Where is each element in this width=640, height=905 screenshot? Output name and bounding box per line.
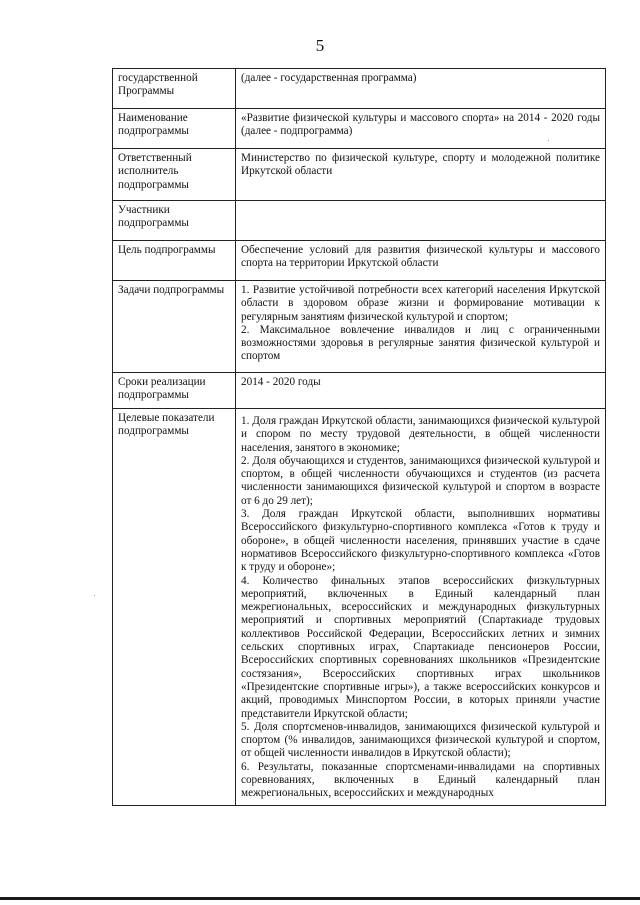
row-label: Целевые показатели подпрограммы	[113, 409, 236, 806]
table-row	[113, 409, 606, 806]
row-value-text: 1. Доля граждан Иркутской области, занимающихся физической культурой и спором по месту трудовой деятельности, в общей численности населения, занятого в экономике;	[241, 415, 600, 454]
row-label: Наименование подпрограммы	[113, 109, 236, 149]
row-label: Цель подпрограммы	[113, 241, 236, 281]
row-value	[236, 373, 606, 409]
table-row	[113, 149, 606, 201]
row-value-text: «Развитие физической культуры и массового спорта» на 2014 - 2020 годы (далее - подпрограмма)	[241, 112, 600, 138]
row-value	[236, 409, 606, 806]
row-value-text: 6. Результаты, показанные спортсменами-инвалидами на спортивных соревнованиях, включенных в Единый календарный план межрегиональных, всероссийских и международных	[241, 760, 600, 800]
row-value-text: 5. Доля спортсменов-инвалидов, занимающихся физической культурой и спортом (% инвалидов, занимающихся физической культурой и спортом, от общей численности инвалидов в Иркутской области);	[241, 720, 600, 760]
row-value	[236, 69, 606, 109]
row-label: Задачи подпрограммы	[113, 281, 236, 373]
row-label: Ответственный исполнитель подпрограммы	[113, 149, 236, 201]
scan-artifact	[548, 140, 549, 141]
row-label: Сроки реализации подпрограммы	[113, 373, 236, 409]
scan-artifact	[94, 595, 95, 596]
row-label: Участники подпрограммы	[113, 201, 236, 241]
row-value-text: 1. Развитие устойчивой потребности всех категорий населения Иркутской области в здоровом образе жизни и формирование мотивации к регулярным занятиям физической культурой и спортом;	[241, 284, 600, 323]
row-value-text: 2. Доля обучающихся и студентов, занимающихся физической культурой и спортом, в общей численности обучающихся и студентов (из расчета численности занимающихся физической культурой и спортом в возрасте от 6 до 29 лет);	[241, 454, 600, 507]
table-row	[113, 69, 606, 109]
table-row	[113, 281, 606, 373]
table-row	[113, 201, 606, 241]
scan-edge-bar	[0, 897, 640, 900]
row-value	[236, 149, 606, 201]
subprogram-passport-table	[112, 68, 606, 806]
row-value-text: 4. Количество финальных этапов всероссийских физкультурных мероприятий, включенных в Единый календарный план межрегиональных, всероссийских и международных физкультурных мероприятий и спортивных мероприятий (Спартакиаде трудовых коллективов Российской Федерации, Всероссийских летних и зимних сельских спортивных играх, Спартакиаде пенсионеров России, Всероссийских спортивных соревнованиях школьников «Президентские состязания», Всероссийских спортивных играх школьников «Президентские спортивные игры»), а также всероссийских конкурсов и акций, проводимых Минспортом России, в которых приняли участие представители Иркутской области;	[241, 574, 600, 720]
row-value-text: 3. Доля граждан Иркутской области, выполнивших нормативы Всероссийского физкультурно-спортивного комплекса «Готов к труду и обороне», в общей численности населения, принявших участие в сдаче нормативов Всероссийского физкультурно-спортивного комплекса «Готов к труду и обороне»;	[241, 508, 600, 574]
row-value-text: 2014 - 2020 годы	[241, 376, 321, 388]
row-value	[236, 201, 606, 241]
row-value-text: Министерство по физической культуре, спорту и молодежной политике Иркутской области	[241, 152, 600, 178]
row-value-text: (далее - государственная программа)	[241, 72, 417, 84]
row-value	[236, 241, 606, 281]
row-value	[236, 281, 606, 373]
page-number: 5	[315, 36, 325, 55]
table-row	[113, 373, 606, 409]
table-row	[113, 241, 606, 281]
row-value-text: 2. Максимальное вовлечение инвалидов и лиц с ограниченными возможностями здоровья в регулярные занятия физической культурой и спортом	[241, 323, 600, 363]
row-value	[236, 109, 606, 149]
row-value-text: Обеспечение условий для развития физической культуры и массового спорта на территории Иркутской области	[241, 244, 600, 270]
row-label: государственной Программы	[113, 69, 236, 109]
table-row	[113, 109, 606, 149]
